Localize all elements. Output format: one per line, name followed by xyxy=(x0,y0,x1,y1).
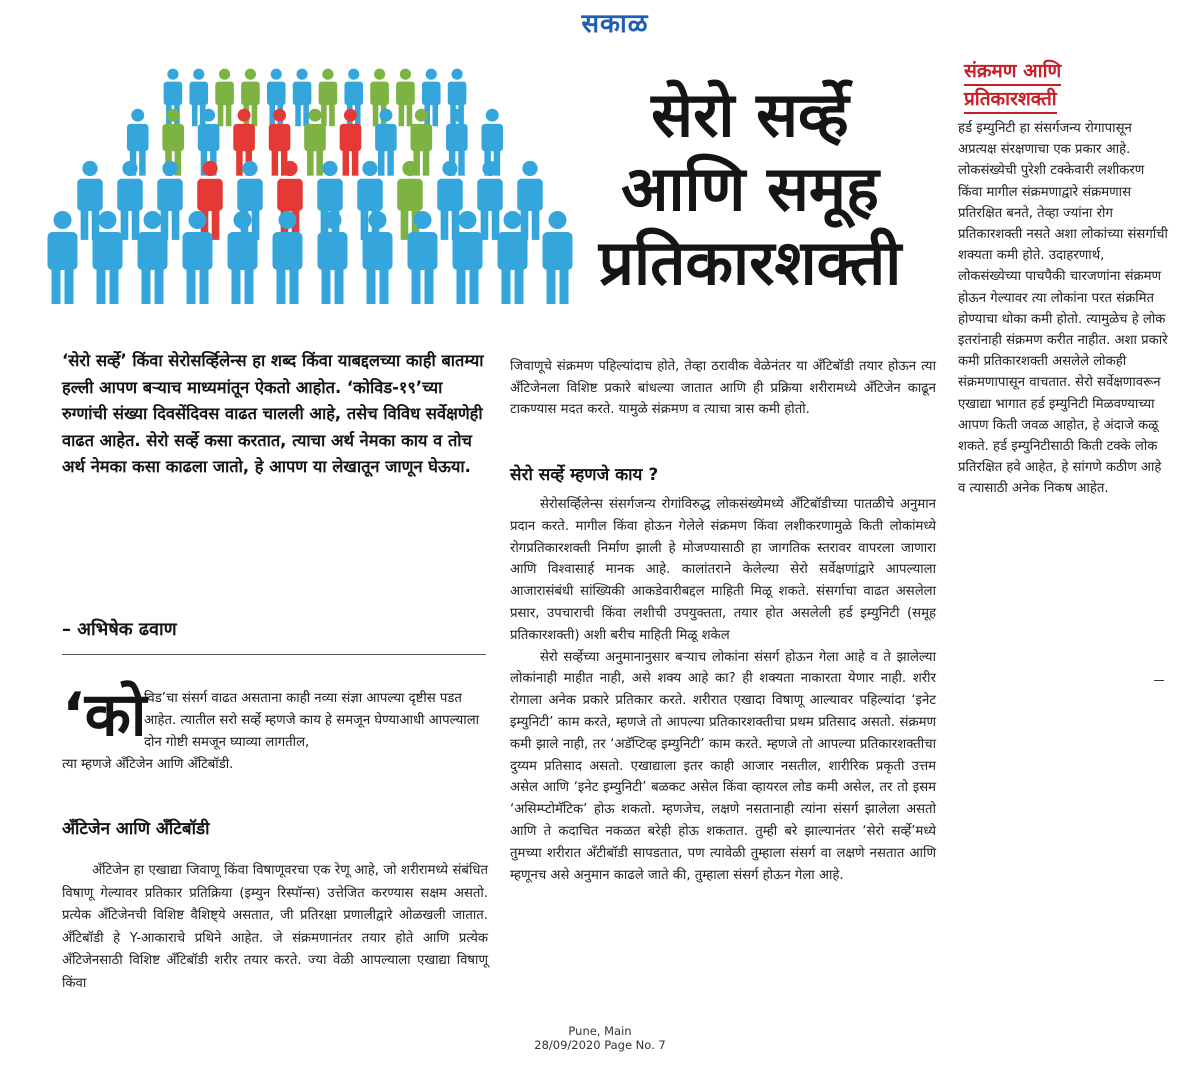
person-figure xyxy=(375,109,397,176)
intro-paragraph: ‘सेरो सर्व्हे’ किंवा सेरोसर्व्हिलेन्स हा शब्द किंवा याबद्दलच्या काही बातम्या हल्ली आपण बऱ्याच माध्यमांतून ऐकतो आहोत. ‘कोविड-१९’च्या रुग्णांची संख्या दिवसेंदिवस वाढत चालली आहे, तसेच विविध सर्वेक्षणेही वाढत आहेत. सेरो सर्व्हे कसा करतात, त्याचा अर्थ नेमका काय व तोच अर्थ नेमका कसा काढला जातो, हे आपण या लेखातून जाणून घेऊया. xyxy=(62,351,484,476)
sidebar-title-line-1: संक्रमण आणि xyxy=(964,58,1061,86)
continued-paragraph: जिवाणूचे संक्रमण पहिल्यांदाच होते, तेव्हा ठरावीक वेळेनंतर या ॲंटिबॉडी तयार होऊन त्या ॲंटिजेनला विशिष्ट प्रकारे बांधल्या जातात आणि ही प्रक्रिया शरीरामध्ये ॲंटिजेन काढून टाकण्यास मदत करते. यामुळे संक्रमण व त्याचा त्रास कमी होतो. xyxy=(510,359,936,417)
divider xyxy=(62,654,486,655)
sero-survey-body xyxy=(510,494,936,886)
antigen-body xyxy=(62,860,488,996)
person-figure xyxy=(396,69,415,127)
person-figure xyxy=(543,211,573,304)
person-figure xyxy=(215,69,234,127)
sidebar-body: हर्ड इम्युनिटी हा संसर्गजन्य रोगापासून अप्रत्यक्ष संरक्षणाचा एक प्रकार आहे. लोकसंख्येची पुरेशी टक्केवारी लशीकरण किंवा मागील संक्रमणाद्वारे संक्रमणास प्रतिरक्षित बनते, तेव्हा ज्यांना रोग प्रतिकारशक्ती नसते अशा लोकांच्या संसर्गाची शक्यता कमी होते. उदाहरणार्थ, लोकसंख्येच्या पाचपैकी चारजणांना संक्रमण होऊन गेल्यावर त्या लोकांना परत संक्रमित होण्याचा धोका कमी होतो. त्यामुळेच हे लोक इतरांनाही संक्रमण करीत नाहीत. अशा प्रकारे कमी प्रतिकारशक्ती असलेले लोकही संक्रमणापासून वाचतात. सेरो सर्वेक्षणावरून एखाद्या भागात हर्ड इम्युनिटी मिळवण्याच्या आपण किती जवळ आहोत, हे अंदाजे कळू शकते. हर्ड इम्युनिटीसाठी किती टक्के लोक प्रतिरक्षित हवे आहेत, हे सांगणे कठीण आहे व त्यासाठी अनेक निकष आहेत. xyxy=(958,121,1168,497)
section-heading-sero-survey: सेरो सर्व्हे म्हणजे काय ? xyxy=(510,465,659,485)
byline: – अभिषेक ढवाण xyxy=(62,619,177,640)
person-figure xyxy=(319,69,338,127)
footer-date-page: 28/09/2020 Page No. 7 xyxy=(534,1038,666,1052)
footer-edition: Pune, Main xyxy=(568,1024,632,1038)
section-heading-antigen: ॲंटिजेन आणि ॲंटिबॉडी xyxy=(62,819,210,839)
drop-cap: ‘को xyxy=(62,680,147,750)
sero-survey-paragraph-1: सेरोसर्व्हिलेन्स संसर्गजन्य रोगांविरुद्ध लोकसंख्येमध्ये ॲंटिबॉडीच्या पातळीचे अनुमान प्रदान करते. मागील किंवा होऊन गेलेले संक्रमण किंवा लशीकरणामुळे किती लोकांमध्ये रोगप्रतिकारशक्ती निर्माण झाली हे मोजण्यासाठी हा जागतिक स्तरावर वापरला जाणारा आणि विश्वासार्ह मानक आहे. कालांतराने केलेल्या सेरो सर्वेक्षणांद्वारे आपल्याला आजारासंबंधी सांख्यिकी आकडेवारीबद्दल माहिती मिळू शकते. संसर्गाचा वाढत असलेला प्रसार, उपचाराची किंवा लशीची उपयुक्तता, तयार होत असलेली हर्ड इम्युनिटी (समूह प्रतिकारशक्ती) अशी बरीच माहिती मिळू शकेल xyxy=(510,497,936,643)
sero-survey-paragraph-2: सेरो सर्व्हेच्या अनुमानानुसार बऱ्याच लोकांना संसर्ग होऊन गेला आहे व ते झालेल्या लोकांनाही माहीत नाही, असे शक्य आहे का? ही शक्यता नाकारता येणार नाही. शरीर रोगाला अनेक प्रकारे प्रतिकार करते. शरीरात एखादा विषाणू आल्यावर पहिल्यांदा ‘इनेट इम्युनिटी’ काम करते, म्हणजे तो आपल्या प्रतिकारशक्तीचा प्रथम प्रतिसाद असतो. संक्रमण कमी झाले नाही, तर ‘अडॅप्टिव्ह इम्युनिटी’ काम करते. म्हणजे तो आपल्या प्रतिकारशक्तीचा दुय्यम प्रतिसाद असतो. एखाद्याला इतर काही आजार नसतील, शारीरिक प्रकृती उत्तम असेल आणि ‘इनेट इम्युनिटी’ बळकट असेल किंवा व्हायरल लोड कमी असेल, तर तो इसम ‘असिम्प्टोमॅटिक’ होऊ शकतो. म्हणजेच, लक्षणे नसतानाही त्यांना संसर्ग झालेला असतो आणि ते कदाचित नकळत बरेही होऊ शकतात. तुम्ही बरे झाल्यानंतर ‘सेरो सर्व्हे’मध्ये तुमच्या शरीरात ॲंटीबॉडी सापडतात, पण त्यावेळी तुम्हाला संसर्ग वा लक्षणे नसतात आणि म्हणूनच असे अनुमान काढले जाते की, तुम्हाला संसर्ग होऊन गेला आहे. xyxy=(510,649,936,883)
person-figure xyxy=(117,161,143,240)
crowd-illustration xyxy=(40,60,580,330)
person-figure xyxy=(293,69,312,127)
sidebar-title-line-2: प्रतिकारशक्ती xyxy=(964,86,1057,114)
headline-line-3: प्रतिकारशक्ती xyxy=(598,226,902,299)
opening-text: विड’चा संसर्ग वाढत असताना काही नव्या संज्ञा आपल्या दृष्टीस पडत आहेत. त्यातील सरो सर्व्हे म्हणजे काय हे समजून घेण्याआधी आपल्याला दोन गोष्टी समजून घ्याव्या लागतील, xyxy=(144,691,480,750)
masthead-logo: सकाळ xyxy=(581,9,649,39)
headline-line-2: आणि समूह xyxy=(621,152,879,225)
sidebar-title xyxy=(964,58,1168,114)
antigen-paragraph: ॲंटिजेन हा एखाद्या जिवाणू किंवा विषाणूवरचा एक रेणू आहे, जो शरीरामध्ये संबंधित विषाणू गेल्यावर प्रतिकार प्रतिक्रिया (इम्युन रिस्पॉन्स) उत्तेजित करण्यास सक्षम असतो. प्रत्येक ॲंटिजेनची विशिष्ट वैशिष्ट्ये असतात, जी प्रतिरक्षा प्रणालीद्वारे ओळखली जातात. ॲंटिबॉडी हे Y-आकाराचे प्रथिने आहेत. जे संक्रमणानंतर तयार होते आणि प्रत्येक ॲंटिजेनसाठी विशिष्ट ॲंटिबॉडी शरीर तयार करते. ज्या वेळी आपल्याला एखाद्या विषाणू किंवा xyxy=(62,863,488,991)
opening-paragraph xyxy=(62,680,488,798)
person-figure xyxy=(517,161,543,240)
person-figure xyxy=(77,161,103,240)
headline xyxy=(580,78,920,300)
sidebar-end-mark xyxy=(1154,680,1164,681)
person-figure xyxy=(48,211,78,304)
page-footer xyxy=(480,1024,720,1052)
headline-line-1: सेरो सर्व्हे xyxy=(651,78,849,151)
opening-text-tail: त्या म्हणजे ॲंटिजेन आणि ॲंटिबॉडी. xyxy=(62,757,234,772)
sidebar-box xyxy=(958,58,1168,500)
